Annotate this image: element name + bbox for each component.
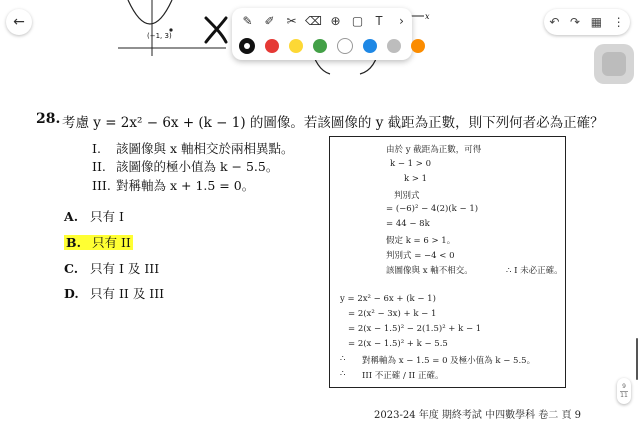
pen-icon[interactable]: ✎ [242, 14, 253, 28]
color-swatch[interactable] [411, 39, 425, 53]
statement-text: 對稱軸為 x + 1.5 = 0。 [116, 178, 255, 193]
annotation-toolbar [232, 8, 412, 60]
option-letter: A. [64, 209, 79, 224]
crop-icon[interactable]: ▢ [351, 14, 364, 28]
solution-line: III 不正確 / II 正確。 [362, 371, 444, 381]
option-a[interactable] [64, 207, 124, 225]
solution-line: 由於 y 截距為正數，可得 [386, 145, 482, 155]
tool-row [238, 13, 411, 29]
option-text: 只有 II [92, 235, 131, 250]
statement-text: 該圖像的極小值為 k − 5.5。 [116, 159, 279, 174]
option-letter: D. [64, 286, 79, 301]
statement-roman: III. [92, 178, 111, 193]
option-text: 只有 I 及 III [90, 261, 160, 276]
top-right-controls [544, 9, 630, 35]
parabola-curve [128, 0, 172, 24]
color-swatch[interactable] [363, 39, 377, 53]
color-swatch[interactable] [313, 39, 327, 53]
solution-line: ∴ [340, 354, 346, 364]
undo-icon[interactable]: ↶ [549, 15, 560, 29]
point-label: (−1, 3) [147, 32, 172, 40]
highlighter-icon[interactable]: ✐ [264, 14, 275, 28]
lasso-icon[interactable]: ✂ [286, 14, 297, 28]
back-button[interactable] [6, 9, 32, 35]
statement-3 [92, 176, 254, 194]
text-icon[interactable]: Ꭲ [375, 13, 384, 28]
more-icon[interactable]: ⋮ [612, 15, 625, 29]
selected-color-pen-swatch[interactable] [239, 38, 255, 54]
redo-icon[interactable]: ↷ [570, 15, 581, 29]
option-letter: C. [64, 261, 79, 276]
total-pages: 11 [620, 391, 628, 399]
back-arrow-icon: ← [13, 14, 25, 30]
question-number: 28. [36, 111, 61, 127]
shape-icon[interactable]: ⊕ [330, 14, 341, 28]
option-text: 只有 I [90, 209, 124, 224]
solution-line: 判別式 = −4 < 0 [386, 251, 455, 261]
grid-icon[interactable]: ▦ [590, 15, 603, 29]
statement-roman: I. [92, 141, 101, 156]
solution-line: 對稱軸為 x − 1.5 = 0 及極小值為 k − 5.5。 [362, 356, 536, 366]
solution-line: = 44 − 8k [386, 219, 430, 229]
color-swatch[interactable] [337, 38, 353, 54]
page-indicator[interactable] [617, 378, 631, 404]
solution-line: 該圖像與 x 軸不相交。 [386, 266, 473, 276]
solution-line: ∴ [340, 369, 346, 379]
color-swatch[interactable] [387, 39, 401, 53]
color-swatch[interactable] [289, 39, 303, 53]
solution-line: k − 1 > 0 [390, 159, 432, 169]
solution-line: 判別式 [394, 191, 420, 201]
solution-line: ∴ I 未必正確。 [506, 266, 563, 276]
x-axis-label: x [425, 12, 430, 21]
current-page: 9 [622, 382, 626, 390]
eraser-icon[interactable]: ⌫ [305, 14, 322, 28]
page-footer: 2023-24 年度 期終考試 中四數學科 卷二 頁 9 [374, 410, 581, 421]
scrollbar[interactable] [636, 338, 638, 380]
solution-line: = (−6)² − 4(2)(k − 1) [386, 204, 479, 214]
option-letter: B. [66, 235, 81, 250]
floating-panel-button[interactable] [594, 44, 634, 84]
solution-box [329, 136, 566, 388]
option-b-highlighted[interactable] [64, 233, 133, 251]
chevron-right-icon[interactable]: › [399, 14, 404, 28]
statement-roman: II. [92, 159, 106, 174]
solution-line: = 2(x² − 3x) + k − 1 [348, 309, 437, 319]
color-palette [239, 38, 425, 54]
solution-line: 假定 k = 6 > 1。 [386, 236, 456, 246]
statement-text: 該圖像與 x 軸相交於兩相異點。 [116, 141, 294, 156]
solution-line: = 2(x − 1.5)² + k − 5.5 [348, 339, 448, 349]
color-swatch[interactable] [265, 39, 279, 53]
option-text: 只有 II 及 III [90, 286, 165, 301]
solution-line: k > 1 [404, 174, 428, 184]
handwritten-x-mark [206, 18, 226, 42]
solution-line: = 2(x − 1.5)² − 2(1.5)² + k − 1 [348, 324, 482, 334]
statement-2 [92, 157, 278, 175]
statement-1 [92, 139, 294, 157]
option-d[interactable] [64, 284, 164, 302]
option-c[interactable] [64, 259, 159, 277]
solution-line: y = 2x² − 6x + (k − 1) [340, 294, 436, 304]
question-text: 考慮 y = 2x² − 6x + (k − 1) 的圖像。若該圖像的 y 截距為正數，則下列何者必為正確？ [62, 115, 604, 131]
